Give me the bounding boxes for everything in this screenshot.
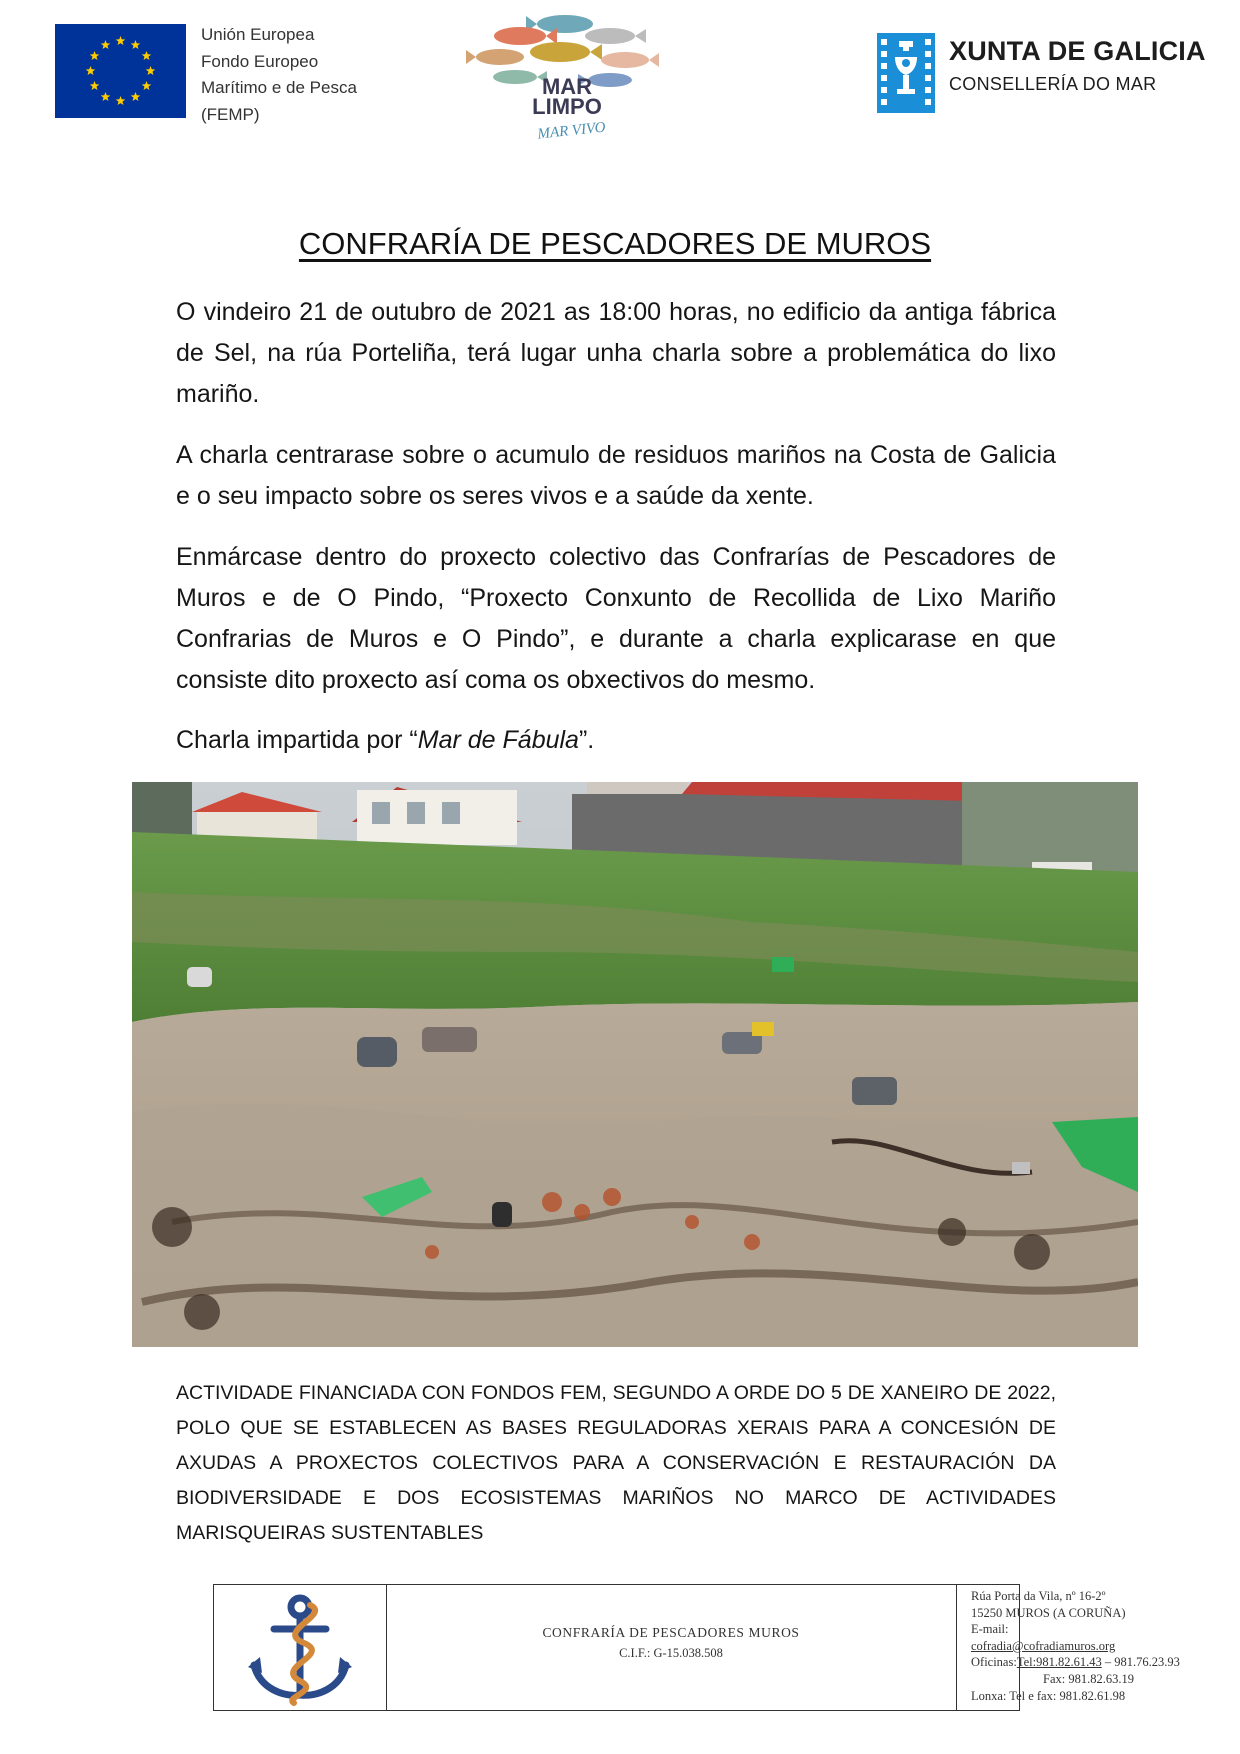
eu-line: Unión Europea bbox=[201, 25, 315, 44]
document-title: CONFRARÍA DE PESCADORES DE MUROS bbox=[298, 226, 932, 261]
footer-org-cell bbox=[386, 1585, 957, 1710]
address-line: 15250 MUROS (A CORUÑA) bbox=[971, 1605, 1126, 1620]
logo-word-mar: MAR bbox=[541, 74, 593, 99]
footer-address-cell bbox=[959, 1585, 1180, 1710]
lonxa-line: Lonxa: Tel e fax: 981.82.61.98 bbox=[971, 1688, 1126, 1703]
footer-contact-box bbox=[213, 1584, 1180, 1711]
phones-line bbox=[971, 1654, 1180, 1671]
email-link[interactable]: cofradia@cofradiamuros.org bbox=[971, 1638, 1116, 1653]
funding-note: ACTIVIDADE FINANCIADA CON FONDOS FEM, SEGUNDO A ORDE DO 5 DE XANEIRO DE 2022, POLO QUE SE ESTABLECEN AS BASES REGULADORAS XERAIS PARA A CONCESIÓN DE AXUDAS A PROXECTOS COLECTIVOS PARA A CONSERVACIÓN E RESTAURACIÓN DA BIODIVERSIDADE E DOS ECOSISTEMAS MARIÑOS NO MARCO DE ACTIVIDADES MARISQUEIRAS SUSTENTABLES bbox=[176, 1382, 1056, 1544]
eu-fund-text bbox=[201, 22, 357, 128]
phones-extra: – 981.76.23.93 bbox=[1101, 1655, 1180, 1670]
speaker-prefix: Charla impartida por “ bbox=[176, 726, 418, 754]
xunta-title: XUNTA DE GALICIA bbox=[949, 36, 1206, 66]
address-line: Rúa Porta da Vila, nº 16-2º bbox=[971, 1589, 1106, 1603]
eu-flag-logo bbox=[55, 24, 186, 118]
xunta-subtitle: CONSELLERÍA DO MAR bbox=[949, 74, 1157, 94]
eu-line: (FEMP) bbox=[201, 104, 260, 124]
anchor-icon bbox=[214, 1585, 386, 1710]
eu-line: Fondo Europeo bbox=[201, 51, 319, 71]
footer-org-name: CONFRARÍA DE PESCADORES MUROS bbox=[542, 1625, 800, 1640]
email-label: E-mail: bbox=[971, 1622, 1009, 1637]
paragraph-project: Enmárcase dentro do proxecto colectivo das Confrarías de Pescadores de Muros e de O Pindo, “Proxecto Conxunto de Recollida de Lixo Mariño Confrarias de Muros e O Pindo”, e durante a charla explicarase en que consiste dito proxecto así coma os obxectivos do mesmo. bbox=[176, 543, 1056, 694]
speaker-name: Mar de Fábula bbox=[417, 726, 579, 754]
mar-limpo-logo bbox=[460, 2, 670, 140]
phones-label: Oficinas: bbox=[971, 1655, 1017, 1670]
eu-stars-icon bbox=[55, 24, 186, 118]
logo-word-limpo: LIMPO bbox=[532, 94, 602, 119]
logo-word-marvivo: MAR VIVO bbox=[536, 119, 607, 140]
paragraph-topic: A charla centrarase sobre o acumulo de residuos mariños na Costa de Galicia e o seu impacto sobre os seres vivos e a saúde da xente. bbox=[176, 441, 1056, 510]
paragraph-speaker bbox=[176, 720, 1056, 761]
beach-litter-photo bbox=[132, 782, 1138, 1347]
footer-cif: C.I.F.: G-15.038.508 bbox=[619, 1646, 723, 1660]
xunta-shield-icon bbox=[877, 33, 935, 113]
footer-contact-lines bbox=[971, 1588, 1180, 1704]
speaker-suffix: ”. bbox=[578, 726, 595, 754]
fax-line: Fax: 981.82.63.19 bbox=[1043, 1671, 1134, 1686]
paragraph-event: O vindeiro 21 de outubro de 2021 as 18:00 horas, no edificio da antiga fábrica de Sel, na rúa Porteliña, terá lugar unha charla sobre a problemática do lixo mariño. bbox=[176, 298, 1056, 408]
footer-logo-cell bbox=[214, 1585, 387, 1710]
phones-value[interactable]: Tel:981.82.61.43 bbox=[1016, 1655, 1102, 1670]
eu-line: Marítimo e de Pesca bbox=[201, 78, 357, 97]
